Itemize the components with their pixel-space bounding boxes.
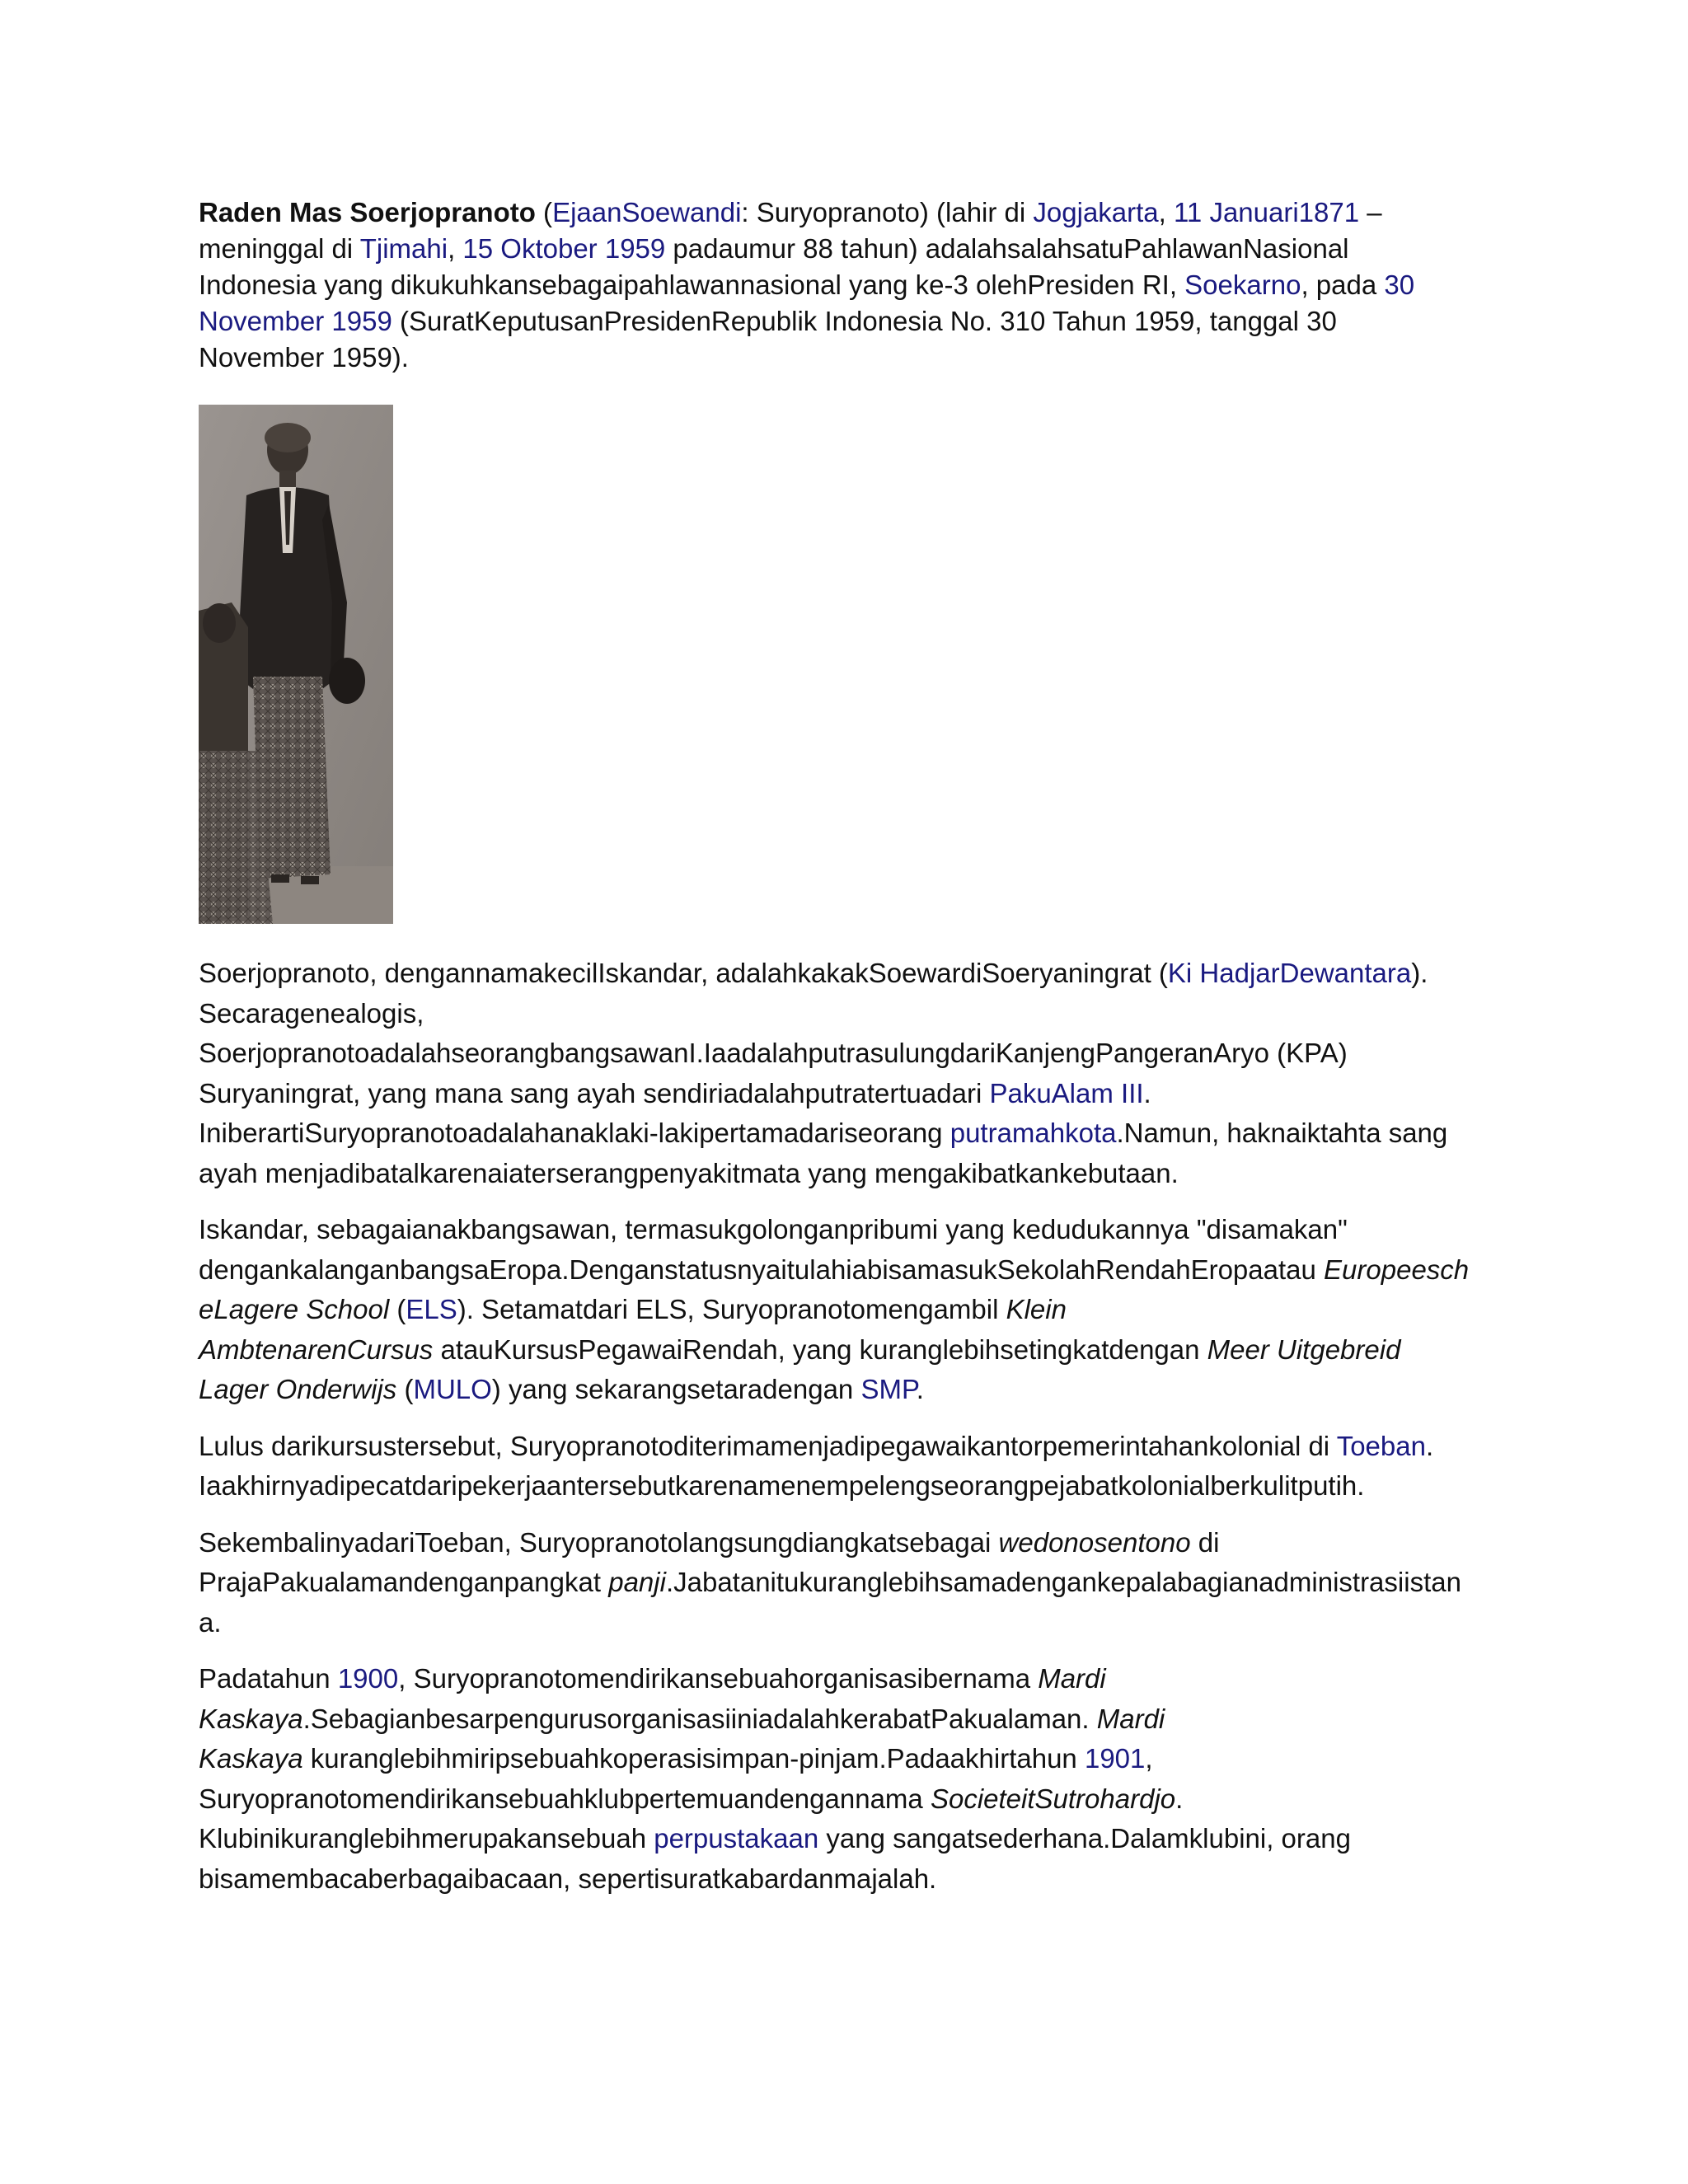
portrait-photo bbox=[199, 405, 393, 924]
person-name: Raden Mas Soerjopranoto bbox=[199, 197, 536, 227]
link-putra-mahkota[interactable]: putramahkota bbox=[950, 1118, 1117, 1148]
link-ki-hadjar-dewantara[interactable]: Ki HadjarDewantara bbox=[1167, 958, 1412, 988]
link-30-november-1959[interactable]: 30 bbox=[1384, 269, 1415, 300]
link-toeban[interactable]: Toeban bbox=[1336, 1430, 1426, 1461]
link-tjimahi[interactable]: Tjimahi bbox=[359, 233, 448, 264]
paragraph-return: SekembalinyadariToeban, Suryopranotolangsungdiangkatsebagai wedonosentono di PrajaPakualamandenganpangkat panji.Jabatanitukuranglebihsamadengankepalabagianadministrasiistan a. bbox=[199, 1526, 1461, 1638]
paragraph-career: Lulus darikursustersebut, Suryopranotoditerimamenjadipegawaikantorpemerintahankolonial di Toeban. Iaakhirnyadipecatdaripekerjaantersebutkarenamenempelengseorangpejabatkolonialberkulitputih. bbox=[199, 1430, 1434, 1501]
link-jogjakarta[interactable]: Jogjakarta bbox=[1033, 197, 1159, 227]
link-birth-date[interactable]: 11 Januari1871 bbox=[1174, 197, 1360, 227]
link-death-date[interactable]: 15 Oktober 1959 bbox=[462, 233, 666, 264]
link-perpustakaan[interactable]: perpustakaan bbox=[654, 1823, 819, 1854]
link-30-november-1959-cont[interactable]: November 1959 bbox=[199, 306, 392, 336]
link-paku-alam-iii[interactable]: PakuAlam III bbox=[989, 1077, 1144, 1108]
link-ejaan-soewandi[interactable]: EjaanSoewandi bbox=[552, 197, 742, 227]
link-smp[interactable]: SMP bbox=[860, 1374, 917, 1404]
document-page bbox=[199, 194, 1501, 1915]
link-soekarno[interactable]: Soekarno bbox=[1184, 269, 1301, 300]
link-1900[interactable]: 1900 bbox=[337, 1663, 399, 1694]
link-mulo[interactable]: MULO bbox=[413, 1374, 492, 1404]
link-els[interactable]: ELS bbox=[406, 1294, 457, 1324]
paragraph-education: Iskandar, sebagaianakbangsawan, termasukgolonganpribumi yang kedudukannya "disamakan" dengankalanganbangsaEropa.DenganstatusnyaitulahiabisamasukSekolahRendahEropaatau Europeesch eLagere School (ELS). Setamatdari ELS, Suryopranotomengambil Klein AmbtenarenCursus atauKursusPegawaiRendah, yang kuranglebihsetingkatdengan Meer Uitgebreid Lager Onderwijs (MULO) yang sekarangsetaradengan SMP. bbox=[199, 1214, 1470, 1404]
paragraph-genealogy: Soerjopranoto, dengannamakecilIskandar, adalahkakakSoewardiSoeryaningrat (Ki HadjarDewantara). Secaragenealogis, SoerjopranotoadalahseorangbangsawanI.IaadalahputrasulungdariKanjengPangeranAryo (KPA) Suryaningrat, yang mana sang ayah sendiriadalahputratertuadari PakuAlam III. IniberartiSuryopranotoadalahanaklaki-lakipertamadariseorang putramahkota.Namun, haknaiktahta sang ayah menjadibatalkarenaiaterserangpenyakitmata yang mengakibatkankebutaan. bbox=[199, 958, 1448, 1188]
paragraph-organizations: Padatahun 1900, Suryopranotomendirikansebuahorganisasibernama Mardi Kaskaya.SebagianbesarpengurusorganisasiiniadalahkerabatPakualaman. Mardi Kaskaya kuranglebihmiripsebuahkoperasisimpan-pinjam.Padaakhirtahun 1901, Suryopranotomendirikansebuahklubpertemuandengannama SocieteitSutrohardjo. Klubinikuranglebihmerupakansebuah perpustakaan yang sangatsederhana.Dalamklubini, orang bisamembacaberbagaibacaan, sepertisuratkabardanmajalah. bbox=[199, 1663, 1351, 1894]
link-1901[interactable]: 1901 bbox=[1084, 1743, 1146, 1774]
article-body bbox=[199, 954, 1501, 1899]
intro-paragraph: Raden Mas Soerjopranoto (EjaanSoewandi: Suryopranoto) (lahir di Jogjakarta, 11 Januari1871 – meninggal di Tjimahi, 15 Oktober 1959 padaumur 88 tahun) adalahsalahsatuPahlawanNasional Indonesia yang dikukuhkansebagaipahlawannasional yang ke-3 olehPresiden RI, Soekarno, pada 30 November 1959 (SuratKeputusanPresidenRepublik Indonesia No. 310 Tahun 1959, tanggal 30 November 1959). bbox=[199, 197, 1415, 373]
